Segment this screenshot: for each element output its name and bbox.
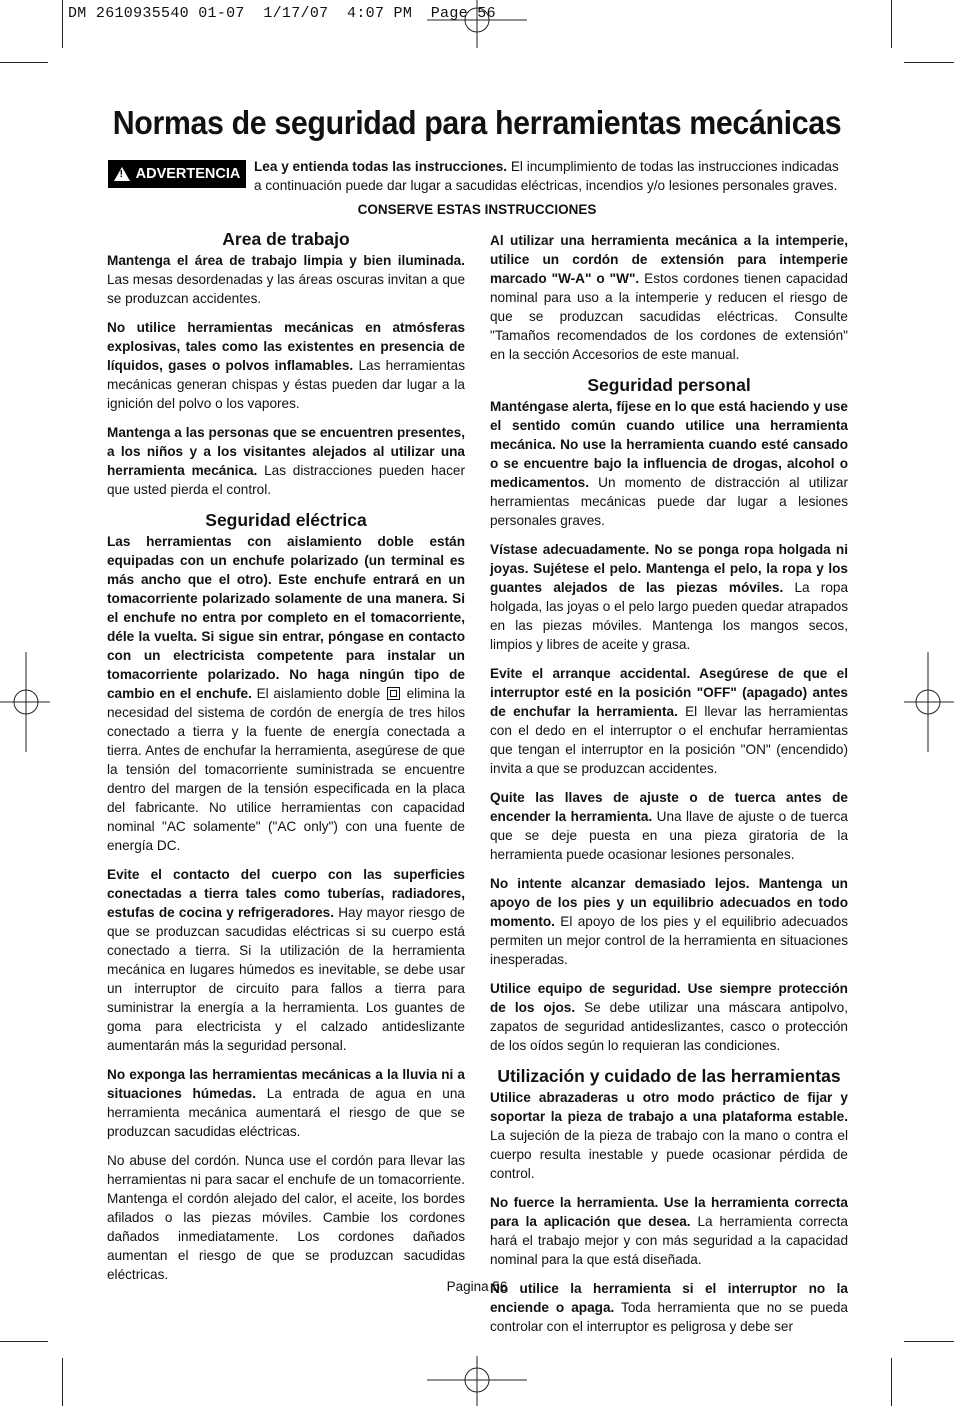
bold-lead: Quite las llaves de ajuste o de tuerca antes de encender la herramienta. [490, 790, 848, 824]
body-text: Estos cordones tienen capacidad nominal para uso a la intemperie y reducen el riesgo de que se produzcan sacudidas eléctricas. Consulte "Tamaños recomendados de los cordones de extensión" en la sección Accesorios de este manual. [490, 271, 848, 362]
paragraph [490, 874, 848, 969]
paragraph [490, 397, 848, 530]
body-text: La herramienta correcta hará el trabajo mejor y con más seguridad a la capacidad nominal para la que está diseñada. [490, 1214, 848, 1267]
body-text: Las mesas desordenadas y las áreas oscuras invitan a que se produzcan accidentes. [107, 272, 465, 306]
page-number: Pagina 56 [446, 1279, 508, 1294]
paragraph [107, 865, 465, 1055]
right-column [490, 231, 848, 1336]
warning-text [254, 157, 848, 195]
bold-lead: Mantenga el área de trabajo limpia y bien iluminada. [107, 253, 465, 268]
paragraph [107, 318, 465, 413]
paragraph [107, 532, 465, 855]
body-text: La ropa holgada, las joyas o el pelo largo pueden quedar atrapados en las piezas móviles. Mantenga los mangos secos, limpios y libres de aceite y grasa. [490, 580, 848, 652]
paragraph [490, 1193, 848, 1269]
warning-triangle-icon: ! [114, 167, 130, 181]
body-text: La sujeción de la pieza de trabajo con la mano o contra el cuerpo resulta inestable y puede ocasionar pérdida de control. [490, 1128, 848, 1181]
body-text: Las herramientas mecánicas generan chispas y éstas pueden dar lugar a la ignición del polvo o los vapores. [107, 358, 465, 411]
body-text: Hay mayor riesgo de que se produzcan sacudidas eléctricas si su cuerpo está conectado a tierra. Si la utilización de la herramienta mecánica en lugares húmedos es inevitable, se debe usar un interruptor de circuito para fallos a tierra para suministrar la energía a la herramienta. Los guantes de goma para electricista y el calzado antideslizante aumentarán más la seguridad personal. [107, 905, 465, 1053]
bold-lead: Al utilizar una herramienta mecánica a la intemperie, utilice un cordón de extensión para intemperie marcado "W-A" o "W". [490, 233, 848, 286]
body-text: El apoyo de los pies y el equilibrio adecuados permiten un mejor control de la herramienta en situaciones inesperadas. [490, 914, 848, 967]
bold-lead: No fuerce la herramienta. Use la herramienta correcta para la aplicación que desea. [490, 1195, 848, 1229]
body-text: elimina la necesidad del sistema de cordón de energía de tres hilos conectado a tierra y la fuente de energía conectada a tierra. Antes de enchufar la herramienta, asegúrese de que la tensión del tomacorriente suministrada se encuentre dentro del margen de la tensión especificada en la placa del fabricante. No utilice herramientas con capacidad nominal "AC solamente" ("AC only") con una fuente de energía DC. [107, 686, 465, 853]
body-text: El aislamiento doble [251, 686, 385, 701]
bold-lead: Evite el arranque accidental. Asegúrese de que el interruptor esté en la posición "OFF" (apagado) antes de enchufar la herramienta. [490, 666, 848, 719]
crop-mark [62, 1358, 63, 1406]
registration-mark-right [904, 652, 954, 752]
paragraph [107, 251, 465, 308]
body-text: La entrada de agua en una herramienta mecánica aumentará el riesgo de que se produzcan sacudidas eléctricas. [107, 1086, 465, 1139]
warning-lead: Lea y entienda todas las instrucciones. [254, 159, 508, 174]
paragraph [107, 1151, 465, 1284]
bold-lead: Manténgase alerta, fíjese en lo que está haciendo y use el sentido común cuando utilice una herramienta mecánica. No use la herramienta cuando esté cansado o se encuentre bajo la influencia de drogas, alcohol o medicamentos. [490, 399, 848, 490]
body-text: Toda herramienta que no se pueda controlar con el interruptor es peligrosa y debe ser [490, 1300, 848, 1334]
bold-lead: No intente alcanzar demasiado lejos. Mantenga un apoyo de los pies y un equilibrio adecuados en todo momento. [490, 876, 848, 929]
bold-lead: Vístase adecuadamente. No se ponga ropa holgada ni joyas. Sujétese el pelo. Mantenga el pelo, la ropa y los guantes alejados de las piezas móviles. [490, 542, 848, 595]
bold-lead: Evite el contacto del cuerpo con las superficies conectadas a tierra tales como tuberías, radiadores, estufas de cocina y refrigeradores. [107, 867, 465, 920]
registration-mark-bottom [427, 1356, 527, 1406]
body-text: Una llave de ajuste o de tuerca que se deje puesta en una pieza giratoria de la herramienta puede ocasionar lesiones personales. [490, 809, 848, 862]
bold-lead: Las herramientas con aislamiento doble están equipadas con un enchufe polarizado (un terminal es más ancho que el otro). Este enchufe entrará en un tomacorriente polarizado solamente de una manera. Si el enchufe no entra por completo en el tomacorriente, déle la vuelta. Si sigue sin entrar, póngase en contacto con un electricista competente para instalar un tomacorriente polarizado. No haga ningún tipo de cambio en el enchufe. [107, 534, 465, 701]
warning-body: El incumplimiento de todas las instrucciones indicadas a continuación puede dar lugar a sacudidas eléctricas, incendios y/o lesiones personales graves. [254, 159, 839, 193]
registration-mark-left [0, 652, 50, 752]
body-text: Un momento de distracción al utilizar herramientas mecánicas puede dar lugar a lesiones personales graves. [490, 475, 848, 528]
bold-lead: No utilice herramientas mecánicas en atmósferas explosivas, tales como las existentes en presencia de líquidos, gases o polvos inflamables. [107, 320, 465, 373]
paragraph [107, 423, 465, 499]
bold-lead: No exponga las herramientas mecánicas a la lluvia ni a situaciones húmedas. [107, 1067, 465, 1101]
paragraph [490, 664, 848, 778]
bold-lead: Utilice equipo de seguridad. Use siempre protección de los ojos. [490, 981, 848, 1015]
body-text: El llevar las herramientas con el dedo en el interruptor o el enchufar herramientas que tengan el interruptor en la posición "ON" (encendido) invita a que se produzcan accidentes. [490, 704, 848, 776]
left-column [107, 228, 465, 1294]
conserve-notice: CONSERVE ESTAS INSTRUCCIONES [357, 202, 597, 217]
body-text: Las distracciones pueden hacer que usted pierda el control. [107, 463, 465, 497]
crop-mark [62, 0, 63, 48]
crop-mark [891, 1358, 892, 1406]
heading-seguridad-electrica: Seguridad eléctrica [205, 510, 367, 530]
body-text: Se debe utilizar una máscara antipolvo, zapatos de seguridad antideslizantes, casco o protección de los oídos según lo requieran las condiciones. [490, 1000, 849, 1053]
heading-utilizacion-cuidado: Utilización y cuidado de las herramientas [497, 1066, 841, 1086]
paragraph [490, 788, 848, 864]
heading-area-trabajo: Area de trabajo [222, 229, 350, 249]
paragraph [490, 540, 848, 654]
page-title: Normas de seguridad para herramientas mecánicas [112, 104, 842, 141]
double-insulation-icon [387, 687, 400, 700]
crop-mark [891, 0, 892, 48]
body-text: No abuse del cordón. Nunca use el cordón para llevar las herramientas ni para sacar el enchufe de un tomacorriente. Mantenga el cordón alejado del calor, el aceite, los bordes afilados o las piezas móviles. Cambie los cordones dañados inmediatamente. Los cordones dañados aumentan el riesgo de que se produzcan sacudidas eléctricas. [107, 1153, 465, 1282]
crop-mark [904, 1341, 954, 1342]
paragraph [490, 979, 848, 1055]
warning-badge [108, 160, 246, 188]
bold-lead: Utilice abrazaderas u otro modo práctico de fijar y soportar la pieza de trabajo a una plataforma estable. [490, 1090, 848, 1124]
crop-mark [0, 1341, 48, 1342]
crop-mark [0, 62, 48, 63]
heading-seguridad-personal: Seguridad personal [587, 375, 751, 395]
paragraph [490, 1088, 848, 1183]
printer-slug: DM 2610935540 01-07 1/17/07 4:07 PM Page 56 [68, 5, 496, 22]
warning-badge-label: ADVERTENCIA [135, 166, 241, 182]
bold-lead: No utilice la herramienta si el interruptor no la enciende o apaga. [490, 1281, 848, 1315]
paragraph [490, 231, 848, 364]
crop-mark [904, 62, 954, 63]
registration-mark-top [427, 0, 527, 50]
paragraph [107, 1065, 465, 1141]
bold-lead: Mantenga a las personas que se encuentren presentes, a los niños y a los visitantes alejados al utilizar una herramienta mecánica. [107, 425, 465, 478]
